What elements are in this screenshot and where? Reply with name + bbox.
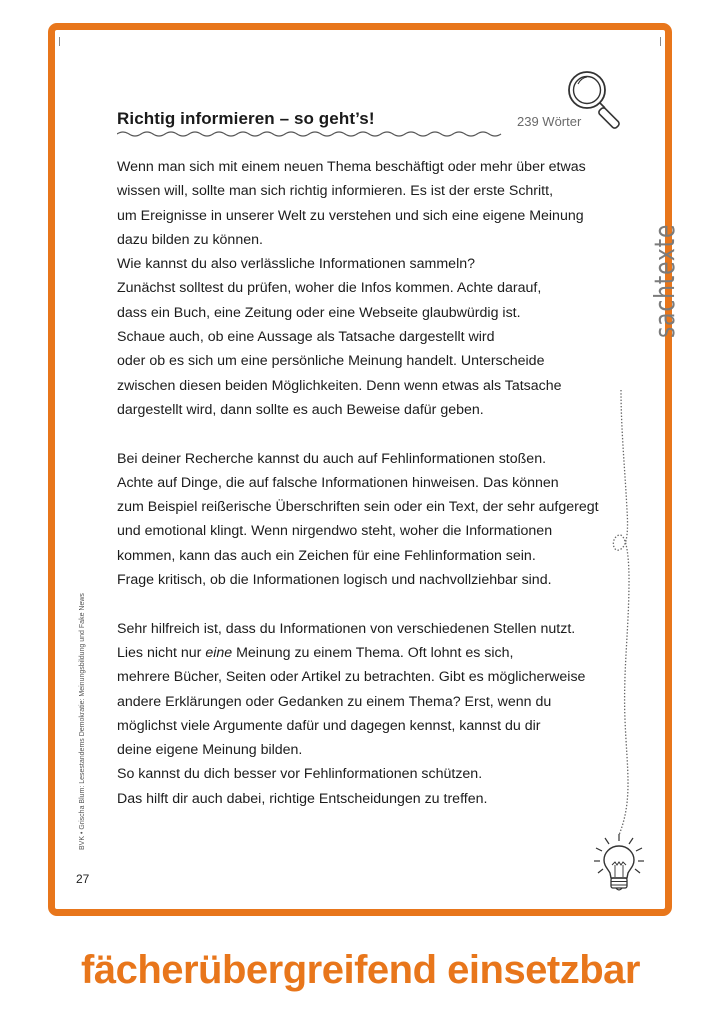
footer-tagline: fächerübergreifend einsetzbar — [81, 948, 640, 992]
source-credit: BVK • Grischa Blum: Lesestandems Demokratie: Meinungsbildung und Fake News — [79, 593, 86, 850]
text-line: kommen, kann das auch ein Zeichen für eine Fehlinformation sein. — [117, 547, 536, 564]
text-line: wissen will, sollte man sich richtig informieren. Es ist der erste Schritt, — [117, 183, 554, 200]
wavy-underline — [117, 130, 503, 138]
text-line: Sehr hilfreich ist, dass du Informationen von verschiedenen Stellen nutzt. — [117, 620, 576, 637]
text-line: Bei deiner Recherche kannst du auch auf Fehlinformationen stoßen. — [117, 450, 547, 467]
text-line: möglichst viele Argumente dafür und dagegen kennst, kannst du dir — [117, 717, 541, 734]
paragraph-gap — [117, 422, 617, 446]
text-line: Das hilft dir auch dabei, richtige Entscheidungen zu treffen. — [117, 790, 488, 807]
text-line: Wie kannst du also verlässliche Informationen sammeln? — [117, 256, 476, 273]
text-line: zwischen diesen beiden Möglichkeiten. Denn wenn etwas als Tatsache — [117, 377, 562, 394]
text-line: Zunächst solltest du prüfen, woher die Infos kommen. Achte darauf, — [117, 280, 542, 297]
crop-mark — [59, 37, 60, 46]
text-part: Lies nicht nur — [117, 644, 206, 661]
page-title: Richtig informieren – so geht’s! — [117, 109, 375, 128]
text-line: Wenn man sich mit einem neuen Thema beschäftigt oder mehr über etwas — [117, 159, 586, 175]
text-line: So kannst du dich besser vor Fehlinformationen schützen. — [117, 766, 483, 783]
magnifier-icon — [563, 66, 635, 138]
text-line: mehrere Bücher, Seiten oder Artikel zu betrachten. Gibt es möglicherweise — [117, 669, 586, 686]
dotted-path — [607, 390, 647, 840]
page-frame — [48, 23, 681, 916]
text-line: andere Erklärungen oder Gedanken zu einem Thema? Erst, wenn du — [117, 693, 552, 710]
category-label: sachtexte — [648, 223, 681, 338]
paragraph-gap — [117, 592, 617, 616]
crop-mark — [660, 37, 661, 46]
text-line: dass ein Buch, eine Zeitung oder eine Webseite glaubwürdig ist. — [117, 304, 521, 321]
word-count: 239 Wörter — [517, 114, 582, 129]
text-line: zum Beispiel reißerische Überschriften sein oder ein Text, der sehr aufgeregt — [117, 499, 599, 516]
text-line: dargestellt wird, dann sollte es auch Beweise dafür geben. — [117, 401, 484, 418]
text-line: um Ereignisse in unserer Welt zu verstehen und sich eine eigene Meinung — [117, 207, 584, 224]
text-line: Frage kritisch, ob die Informationen logisch und nachvollziehbar sind. — [117, 572, 552, 589]
text-line: dazu bilden zu können. — [117, 231, 263, 248]
text-line: Achte auf Dinge, die auf falsche Informationen hinweisen. Das können — [117, 474, 559, 491]
lightbulb-icon — [591, 832, 647, 896]
text-part: Meinung zu einem Thema. Oft lohnt es sich, — [232, 644, 514, 661]
text-line: und emotional klingt. Wenn nirgendwo steht, woher die Informationen — [117, 523, 553, 540]
article-body — [117, 155, 617, 811]
text-line-emphasis — [117, 641, 617, 665]
text-line: deine eigene Meinung bilden. — [117, 742, 303, 759]
text-line: Schaue auch, ob eine Aussage als Tatsache dargestellt wird — [117, 329, 495, 346]
emphasized-word: eine — [205, 644, 233, 661]
page-number: 27 — [76, 872, 90, 886]
text-line: oder ob es sich um eine persönliche Meinung handelt. Unterscheide — [117, 353, 545, 370]
